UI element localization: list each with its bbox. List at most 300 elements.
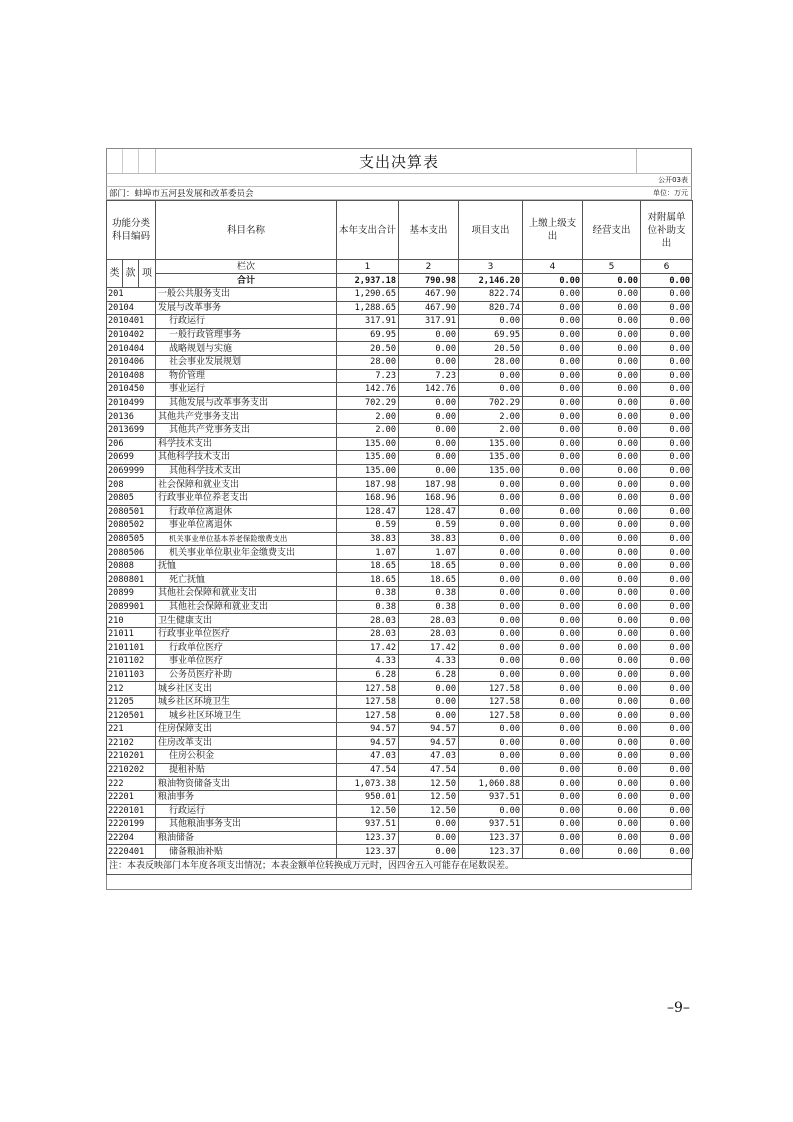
amount-cell: 937.51	[459, 818, 523, 832]
subject-code: 20899	[107, 587, 156, 601]
amount-cell: 0.00	[399, 451, 459, 465]
header-total: 本年支出合计	[337, 201, 399, 260]
table-row	[107, 355, 693, 369]
amount-cell: 0.00	[523, 804, 583, 818]
amount-cell: 0.00	[583, 682, 641, 696]
amount-cell: 28.03	[399, 627, 459, 641]
amount-cell: 0.00	[459, 573, 523, 587]
subject-code: 2080801	[107, 573, 156, 587]
amount-cell: 0.00	[523, 614, 583, 628]
subject-name: 公务员医疗补助	[156, 668, 337, 682]
amount-cell: 0.00	[523, 355, 583, 369]
subject-name: 住房改革支出	[156, 736, 337, 750]
subject-code: 212	[107, 682, 156, 696]
amount-cell: 0.00	[641, 423, 693, 437]
subject-name: 行政事业单位养老支出	[156, 491, 337, 505]
table-row	[107, 614, 693, 628]
subject-code: 22201	[107, 790, 156, 804]
subject-name: 提租补贴	[156, 763, 337, 777]
subject-name: 其他发展与改革事务支出	[156, 396, 337, 410]
subject-name: 事业单位医疗	[156, 655, 337, 669]
subject-name: 抚恤	[156, 559, 337, 573]
subject-name: 事业单位离退休	[156, 519, 337, 533]
amount-cell: 2.00	[459, 410, 523, 424]
amount-cell: 0.00	[641, 614, 693, 628]
subject-code: 2010406	[107, 355, 156, 369]
subject-code: 2210201	[107, 750, 156, 764]
subject-code: 2101103	[107, 668, 156, 682]
amount-cell: 28.00	[459, 355, 523, 369]
subject-code: 222	[107, 777, 156, 791]
amount-cell: 1,288.65	[337, 301, 399, 315]
amount-cell: 18.65	[399, 559, 459, 573]
subject-code: 2101102	[107, 655, 156, 669]
subject-code: 206	[107, 437, 156, 451]
amount-cell: 0.00	[459, 546, 523, 560]
amount-cell: 0.59	[399, 519, 459, 533]
subject-name: 事业运行	[156, 383, 337, 397]
amount-cell: 0.00	[459, 750, 523, 764]
amount-cell: 0.00	[523, 709, 583, 723]
amount-cell: 0.00	[641, 369, 693, 383]
amount-cell: 18.65	[337, 559, 399, 573]
amount-cell: 127.58	[459, 695, 523, 709]
subject-code: 2010408	[107, 369, 156, 383]
amount-cell: 0.00	[583, 396, 641, 410]
amount-cell: 0.00	[523, 682, 583, 696]
amount-cell: 0.00	[523, 668, 583, 682]
subject-name: 其他共产党事务支出	[156, 423, 337, 437]
amount-cell: 123.37	[459, 831, 523, 845]
amount-cell: 187.98	[337, 478, 399, 492]
table-row	[107, 532, 693, 546]
subject-name: 发展与改革事务	[156, 301, 337, 315]
amount-cell: 0.00	[399, 342, 459, 356]
amount-cell: 467.90	[399, 301, 459, 315]
amount-cell: 0.00	[459, 614, 523, 628]
amount-cell: 0.00	[459, 587, 523, 601]
header-row	[107, 201, 693, 260]
column-number-row	[107, 260, 693, 274]
amount-cell: 4.33	[399, 655, 459, 669]
amount-cell: 0.00	[641, 355, 693, 369]
header-business: 经营支出	[583, 201, 641, 260]
header-name: 科目名称	[156, 201, 337, 260]
amount-cell: 7.23	[399, 369, 459, 383]
subject-name: 储备粮油补贴	[156, 845, 337, 859]
amount-cell: 0.00	[583, 315, 641, 329]
subject-code: 20699	[107, 451, 156, 465]
amount-cell: 0.00	[523, 315, 583, 329]
table-row	[107, 763, 693, 777]
amount-cell: 0.00	[459, 519, 523, 533]
amount-cell: 0.00	[583, 505, 641, 519]
amount-cell: 12.50	[399, 777, 459, 791]
amount-cell: 47.54	[399, 763, 459, 777]
amount-cell: 0.00	[641, 288, 693, 302]
amount-cell: 0.00	[583, 546, 641, 560]
subject-code: 2010404	[107, 342, 156, 356]
table-row	[107, 750, 693, 764]
table-row	[107, 804, 693, 818]
header-kuan: 款	[123, 260, 139, 288]
amount-cell: 0.00	[583, 777, 641, 791]
amount-cell: 820.74	[459, 301, 523, 315]
amount-cell: 0.00	[583, 491, 641, 505]
amount-cell: 127.58	[459, 682, 523, 696]
amount-cell: 0.00	[459, 383, 523, 397]
subject-name: 其他社会保障和就业支出	[156, 600, 337, 614]
amount-cell: 2.00	[459, 423, 523, 437]
amount-cell: 0.00	[399, 709, 459, 723]
amount-cell: 94.57	[337, 736, 399, 750]
amount-cell: 0.00	[583, 519, 641, 533]
table-row	[107, 328, 693, 342]
amount-cell: 0.00	[459, 491, 523, 505]
amount-cell: 0.00	[523, 288, 583, 302]
subject-code: 20136	[107, 410, 156, 424]
subject-name: 社会保障和就业支出	[156, 478, 337, 492]
amount-cell: 0.00	[459, 369, 523, 383]
amount-cell: 0.00	[459, 478, 523, 492]
amount-cell: 0.00	[523, 790, 583, 804]
table-row	[107, 723, 693, 737]
subject-name: 死亡抚恤	[156, 573, 337, 587]
amount-cell: 47.54	[337, 763, 399, 777]
amount-cell: 0.00	[583, 478, 641, 492]
table-row	[107, 410, 693, 424]
amount-cell: 0.00	[523, 437, 583, 451]
amount-cell: 0.00	[641, 655, 693, 669]
amount-cell: 38.83	[337, 532, 399, 546]
amount-cell: 0.00	[641, 532, 693, 546]
amount-cell: 123.37	[459, 845, 523, 859]
subject-code: 2010450	[107, 383, 156, 397]
header-lei: 类	[107, 260, 123, 288]
subject-code: 201	[107, 288, 156, 302]
col-number: 1	[337, 260, 399, 274]
col-number: 5	[583, 260, 641, 274]
amount-cell: 950.01	[337, 790, 399, 804]
amount-cell: 0.00	[399, 682, 459, 696]
amount-cell: 0.00	[523, 478, 583, 492]
amount-cell: 0.00	[523, 301, 583, 315]
table-row	[107, 655, 693, 669]
amount-cell: 0.00	[641, 627, 693, 641]
table-row	[107, 464, 693, 478]
amount-cell: 0.00	[583, 723, 641, 737]
amount-cell: 0.00	[523, 464, 583, 478]
amount-cell: 0.00	[459, 315, 523, 329]
header-project: 项目支出	[459, 201, 523, 260]
amount-cell: 0.00	[583, 709, 641, 723]
subject-name: 住房保障支出	[156, 723, 337, 737]
amount-cell: 1,060.88	[459, 777, 523, 791]
amount-cell: 135.00	[459, 464, 523, 478]
amount-cell: 0.00	[641, 464, 693, 478]
amount-cell: 0.00	[641, 491, 693, 505]
table-row	[107, 573, 693, 587]
subject-code: 2080502	[107, 519, 156, 533]
amount-cell: 28.03	[399, 614, 459, 628]
header-xiang: 项	[139, 260, 156, 288]
amount-cell: 0.00	[523, 369, 583, 383]
amount-cell: 0.00	[641, 709, 693, 723]
amount-cell: 0.00	[399, 695, 459, 709]
amount-cell: 0.00	[583, 342, 641, 356]
amount-cell: 47.03	[337, 750, 399, 764]
amount-cell: 317.91	[399, 315, 459, 329]
amount-cell: 1.07	[337, 546, 399, 560]
amount-cell: 0.00	[459, 627, 523, 641]
amount-cell: 0.00	[583, 301, 641, 315]
amount-cell: 0.00	[583, 614, 641, 628]
amount-cell: 127.58	[337, 709, 399, 723]
amount-cell: 937.51	[459, 790, 523, 804]
subject-name: 其他粮油事务支出	[156, 818, 337, 832]
amount-cell: 1,290.65	[337, 288, 399, 302]
amount-cell: 0.00	[641, 478, 693, 492]
amount-cell: 187.98	[399, 478, 459, 492]
amount-cell: 0.00	[583, 695, 641, 709]
amount-cell: 0.00	[583, 736, 641, 750]
col-number: 6	[641, 260, 693, 274]
amount-cell: 467.90	[399, 288, 459, 302]
amount-cell: 123.37	[337, 845, 399, 859]
amount-cell: 4.33	[337, 655, 399, 669]
amount-cell: 0.38	[399, 587, 459, 601]
subject-name: 粮油储备	[156, 831, 337, 845]
amount-cell: 20.50	[459, 342, 523, 356]
amount-cell: 0.00	[583, 818, 641, 832]
amount-cell: 0.00	[583, 573, 641, 587]
amount-cell: 0.00	[523, 831, 583, 845]
amount-cell: 2.00	[337, 410, 399, 424]
amount-cell: 128.47	[337, 505, 399, 519]
subject-name: 粮油事务	[156, 790, 337, 804]
amount-cell: 127.58	[459, 709, 523, 723]
amount-cell: 69.95	[337, 328, 399, 342]
amount-cell: 142.76	[399, 383, 459, 397]
amount-cell: 702.29	[459, 396, 523, 410]
amount-cell: 18.65	[337, 573, 399, 587]
table-row	[107, 587, 693, 601]
amount-cell: 0.00	[523, 491, 583, 505]
amount-cell: 6.28	[337, 668, 399, 682]
unit-label: 单位：万元	[653, 189, 688, 197]
form-number: 公开03表	[658, 176, 688, 184]
department-row	[106, 187, 692, 200]
amount-cell: 0.00	[459, 763, 523, 777]
amount-cell: 0.00	[459, 668, 523, 682]
amount-cell: 0.00	[641, 315, 693, 329]
form-number-row	[106, 174, 692, 187]
amount-cell: 94.57	[399, 723, 459, 737]
subject-name: 行政单位医疗	[156, 641, 337, 655]
table-row	[107, 546, 693, 560]
amount-cell: 0.00	[459, 723, 523, 737]
amount-cell: 0.00	[399, 437, 459, 451]
amount-cell: 2.00	[337, 423, 399, 437]
amount-cell: 0.00	[399, 396, 459, 410]
amount-cell: 0.00	[523, 641, 583, 655]
amount-cell: 0.38	[399, 600, 459, 614]
amount-cell: 0.00	[523, 532, 583, 546]
amount-cell: 0.00	[523, 777, 583, 791]
amount-cell: 38.83	[399, 532, 459, 546]
subject-name: 物价管理	[156, 369, 337, 383]
table-row	[107, 491, 693, 505]
amount-cell: 0.00	[399, 464, 459, 478]
subject-code: 2089901	[107, 600, 156, 614]
table-row	[107, 437, 693, 451]
amount-cell: 0.00	[523, 818, 583, 832]
amount-cell: 168.96	[337, 491, 399, 505]
subject-name: 其他科学技术支出	[156, 451, 337, 465]
amount-cell: 0.00	[641, 600, 693, 614]
amount-cell: 0.00	[583, 328, 641, 342]
amount-cell: 0.00	[523, 600, 583, 614]
total-value: 2,937.18	[337, 274, 399, 288]
amount-cell: 0.00	[523, 451, 583, 465]
table-row	[107, 288, 693, 302]
amount-cell: 0.00	[641, 831, 693, 845]
amount-cell: 18.65	[399, 573, 459, 587]
amount-cell: 0.00	[523, 750, 583, 764]
subject-name: 其他共产党事务支出	[156, 410, 337, 424]
amount-cell: 0.00	[523, 505, 583, 519]
header-basic: 基本支出	[399, 201, 459, 260]
amount-cell: 0.00	[641, 818, 693, 832]
total-value: 0.00	[523, 274, 583, 288]
amount-cell: 0.00	[641, 559, 693, 573]
amount-cell: 135.00	[459, 451, 523, 465]
total-value: 2,146.20	[459, 274, 523, 288]
subject-code: 2010401	[107, 315, 156, 329]
amount-cell: 0.00	[459, 600, 523, 614]
subject-code: 20808	[107, 559, 156, 573]
amount-cell: 0.00	[641, 736, 693, 750]
table-row	[107, 627, 693, 641]
subject-name: 行政运行	[156, 804, 337, 818]
amount-cell: 0.00	[399, 410, 459, 424]
amount-cell: 0.00	[583, 423, 641, 437]
amount-cell: 1.07	[399, 546, 459, 560]
subject-code: 2080505	[107, 532, 156, 546]
header-remit: 上缴上级支出	[523, 201, 583, 260]
table-tail-row	[106, 875, 692, 890]
subject-name: 行政单位离退休	[156, 505, 337, 519]
header-code: 功能分类科目编码	[107, 201, 156, 260]
amount-cell: 127.58	[337, 682, 399, 696]
amount-cell: 0.00	[641, 804, 693, 818]
row-label: 栏次	[156, 260, 337, 274]
amount-cell: 168.96	[399, 491, 459, 505]
subject-name: 其他科学技术支出	[156, 464, 337, 478]
col-number: 3	[459, 260, 523, 274]
amount-cell: 69.95	[459, 328, 523, 342]
page-title: 支出决算表	[358, 153, 439, 171]
amount-cell: 0.00	[523, 546, 583, 560]
amount-cell: 822.74	[459, 288, 523, 302]
subject-code: 22102	[107, 736, 156, 750]
amount-cell: 0.00	[523, 423, 583, 437]
subject-code: 20104	[107, 301, 156, 315]
amount-cell: 0.00	[459, 641, 523, 655]
amount-cell: 0.00	[641, 519, 693, 533]
amount-cell: 135.00	[337, 464, 399, 478]
subject-code: 2010499	[107, 396, 156, 410]
table-row	[107, 790, 693, 804]
subject-code: 2220199	[107, 818, 156, 832]
amount-cell: 0.00	[583, 627, 641, 641]
amount-cell: 0.00	[459, 804, 523, 818]
amount-cell: 0.00	[641, 301, 693, 315]
amount-cell: 0.00	[583, 464, 641, 478]
table-row	[107, 736, 693, 750]
amount-cell: 0.00	[641, 723, 693, 737]
table-row	[107, 831, 693, 845]
amount-cell: 0.00	[523, 410, 583, 424]
table-row	[107, 709, 693, 723]
amount-cell: 0.00	[641, 682, 693, 696]
amount-cell: 28.03	[337, 614, 399, 628]
table-row	[107, 396, 693, 410]
amount-cell: 0.00	[641, 396, 693, 410]
expenditure-table	[106, 200, 693, 859]
amount-cell: 0.00	[641, 437, 693, 451]
amount-cell: 128.47	[399, 505, 459, 519]
amount-cell: 12.50	[399, 804, 459, 818]
table-row	[107, 818, 693, 832]
subject-code: 210	[107, 614, 156, 628]
amount-cell: 0.00	[583, 845, 641, 859]
amount-cell: 0.00	[583, 587, 641, 601]
table-row	[107, 451, 693, 465]
amount-cell: 0.00	[399, 845, 459, 859]
subject-code: 2210202	[107, 763, 156, 777]
subject-name: 科学技术支出	[156, 437, 337, 451]
amount-cell: 0.00	[523, 573, 583, 587]
amount-cell: 94.57	[337, 723, 399, 737]
amount-cell: 0.00	[583, 804, 641, 818]
amount-cell: 28.03	[337, 627, 399, 641]
table-row	[107, 369, 693, 383]
subject-code: 21205	[107, 695, 156, 709]
amount-cell: 0.00	[583, 763, 641, 777]
amount-cell: 12.50	[399, 790, 459, 804]
subject-code: 21011	[107, 627, 156, 641]
subject-name: 一般公共服务支出	[156, 288, 337, 302]
amount-cell: 0.00	[583, 532, 641, 546]
amount-cell: 0.00	[583, 383, 641, 397]
total-row	[107, 274, 693, 288]
subject-name: 战略规划与实施	[156, 342, 337, 356]
subject-name: 住房公积金	[156, 750, 337, 764]
amount-cell: 0.00	[523, 396, 583, 410]
amount-cell: 0.38	[337, 600, 399, 614]
subject-code: 22204	[107, 831, 156, 845]
subject-code: 20805	[107, 491, 156, 505]
amount-cell: 0.00	[583, 288, 641, 302]
subject-code: 2013699	[107, 423, 156, 437]
table-row	[107, 641, 693, 655]
amount-cell: 0.00	[641, 695, 693, 709]
total-value: 0.00	[641, 274, 693, 288]
amount-cell: 0.00	[583, 410, 641, 424]
amount-cell: 135.00	[337, 437, 399, 451]
amount-cell: 0.00	[583, 641, 641, 655]
